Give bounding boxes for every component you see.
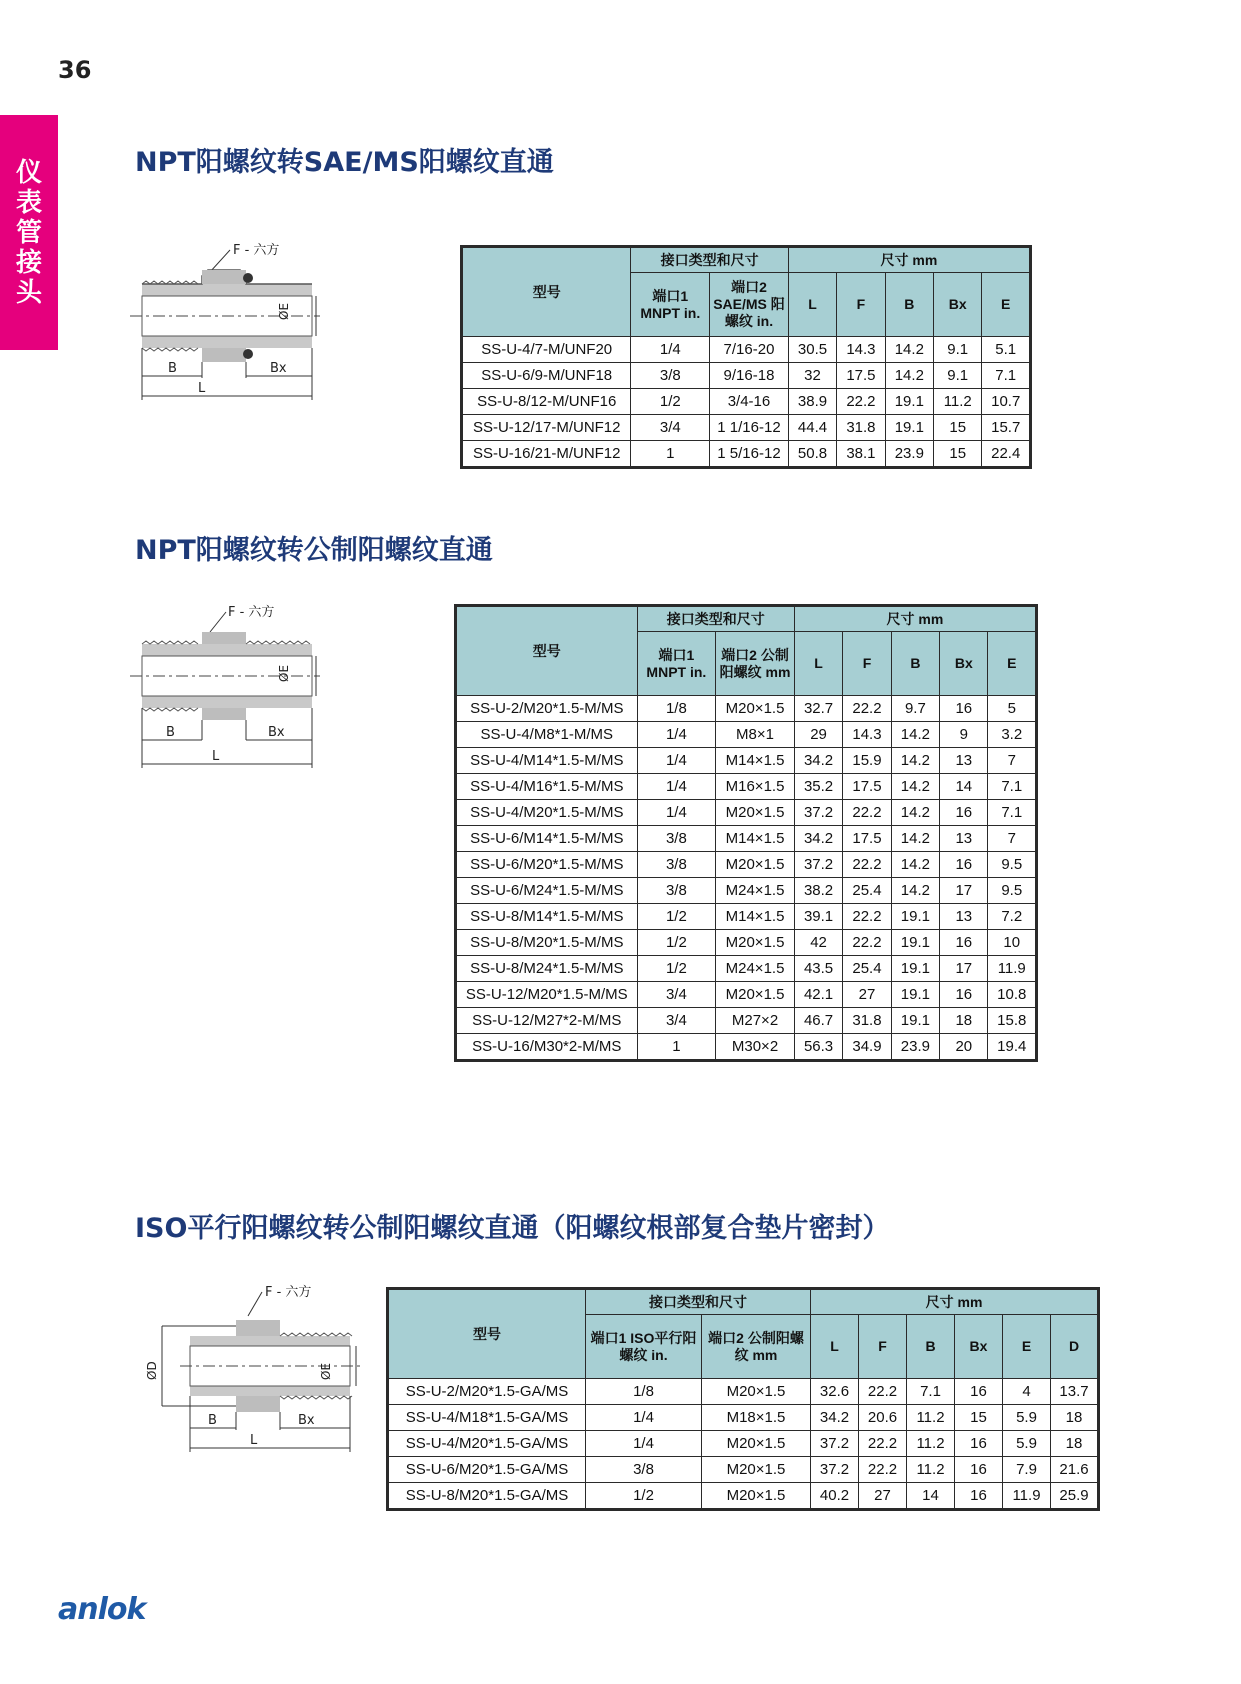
value-cell: 5 [988,696,1037,722]
header-dim: E [1003,1315,1051,1379]
fitting-drawing [140,1280,370,1460]
table-row [388,1405,1099,1431]
value-cell: 42.1 [794,982,842,1008]
value-cell: 22.2 [859,1379,907,1405]
header-dim: Bx [934,273,982,337]
value-cell: 9.1 [934,363,982,389]
value-cell: 14 [940,774,988,800]
value-cell: 27 [859,1483,907,1510]
value-cell: 39.1 [794,904,842,930]
header-dim: E [982,273,1031,337]
value-cell: 16 [955,1457,1003,1483]
value-cell: 1/4 [586,1431,702,1457]
l-label: L [250,1433,258,1448]
hex-label: F - 六方 [228,605,275,620]
value-cell: 3/8 [586,1457,702,1483]
table-row [456,878,1037,904]
value-cell: 3/8 [637,852,716,878]
header-model: 型号 [462,247,631,337]
value-cell: 16 [940,696,988,722]
value-cell: 1/8 [637,696,716,722]
bx-label: Bx [268,725,285,740]
value-cell: 1/4 [586,1405,702,1431]
table-row [388,1483,1099,1510]
value-cell: 20 [940,1034,988,1061]
brand-logo: anlok [58,1592,146,1627]
table-row [388,1457,1099,1483]
header-dim-group: 尺寸 mm [788,247,1030,273]
model-cell: SS-U-6/M20*1.5-GA/MS [388,1457,586,1483]
table-row [456,1034,1037,1061]
value-cell: 3/4 [637,1008,716,1034]
header-port1: 端口1 MNPT in. [631,273,710,337]
header-dim: F [843,632,891,696]
value-cell: 25.4 [843,956,891,982]
e-label: ØE [277,302,291,320]
value-cell: 9.5 [988,878,1037,904]
value-cell: 14.2 [885,337,933,363]
value-cell: 16 [940,852,988,878]
value-cell: 16 [955,1379,1003,1405]
model-cell: SS-U-4/M16*1.5-M/MS [456,774,638,800]
model-cell: SS-U-8/M20*1.5-GA/MS [388,1483,586,1510]
table-row [462,337,1031,363]
value-cell: 10.8 [988,982,1037,1008]
value-cell: M14×1.5 [716,748,795,774]
value-cell: 34.2 [811,1405,859,1431]
value-cell: 11.2 [934,389,982,415]
value-cell: 22.4 [982,441,1031,468]
header-dim-group: 尺寸 mm [811,1289,1099,1315]
value-cell: 37.2 [811,1457,859,1483]
value-cell: 1/4 [637,800,716,826]
model-cell: SS-U-4/M20*1.5-GA/MS [388,1431,586,1457]
value-cell: 38.1 [837,441,885,468]
header-dim: F [859,1315,907,1379]
value-cell: 3/8 [637,826,716,852]
model-cell: SS-U-4/M18*1.5-GA/MS [388,1405,586,1431]
value-cell: M18×1.5 [702,1405,811,1431]
value-cell: 19.1 [891,1008,939,1034]
model-cell: SS-U-16/M30*2-M/MS [456,1034,638,1061]
model-cell: SS-U-4/M20*1.5-M/MS [456,800,638,826]
header-dim: B [891,632,939,696]
value-cell: 16 [940,982,988,1008]
value-cell: 1/4 [637,774,716,800]
hex-label: F - 六方 [265,1285,312,1300]
header-dim: B [907,1315,955,1379]
value-cell: 22.2 [843,696,891,722]
table-row [456,956,1037,982]
value-cell: 14.3 [837,337,885,363]
value-cell: 13 [940,904,988,930]
value-cell: 15 [934,415,982,441]
value-cell: 44.4 [788,415,836,441]
value-cell: 9 [940,722,988,748]
side-tab-char: 仪 [15,157,42,188]
value-cell: 3/4 [631,415,710,441]
value-cell: 15 [955,1405,1003,1431]
fitting-drawing [130,238,330,418]
value-cell: 1/2 [637,904,716,930]
value-cell: M20×1.5 [702,1457,811,1483]
side-tab-char: 头 [15,277,42,308]
value-cell: 7.1 [988,774,1037,800]
model-cell: SS-U-6/M20*1.5-M/MS [456,852,638,878]
header-model: 型号 [456,606,638,696]
value-cell: 14.2 [891,774,939,800]
value-cell: M8×1 [716,722,795,748]
header-port2: 端口2 公制阳螺纹 mm [702,1315,811,1379]
value-cell: 1/2 [637,930,716,956]
value-cell: 11.2 [907,1431,955,1457]
value-cell: M16×1.5 [716,774,795,800]
model-cell: SS-U-2/M20*1.5-M/MS [456,696,638,722]
model-cell: SS-U-6/9-M/UNF18 [462,363,631,389]
value-cell: 11.2 [907,1457,955,1483]
value-cell: M20×1.5 [716,930,795,956]
value-cell: 3/4-16 [710,389,789,415]
table-row [456,774,1037,800]
table-row [462,415,1031,441]
value-cell: 11.2 [907,1405,955,1431]
value-cell: 19.1 [891,982,939,1008]
value-cell: 22.2 [859,1431,907,1457]
header-port-group: 接口类型和尺寸 [637,606,794,632]
header-port-group: 接口类型和尺寸 [631,247,788,273]
header-dim-group: 尺寸 mm [794,606,1036,632]
table-row [456,904,1037,930]
hex-label: F - 六方 [233,243,280,258]
value-cell: 14 [907,1483,955,1510]
value-cell: 10 [988,930,1037,956]
value-cell: 23.9 [885,441,933,468]
value-cell: 23.9 [891,1034,939,1061]
value-cell: 14.2 [891,748,939,774]
value-cell: 15 [934,441,982,468]
header-dim: D [1051,1315,1099,1379]
model-cell: SS-U-8/M14*1.5-M/MS [456,904,638,930]
value-cell: 14.3 [843,722,891,748]
value-cell: 22.2 [843,852,891,878]
value-cell: 32 [788,363,836,389]
value-cell: 42 [794,930,842,956]
value-cell: 17.5 [837,363,885,389]
value-cell: 1/8 [586,1379,702,1405]
side-tab-char: 管 [15,217,42,248]
value-cell: 22.2 [837,389,885,415]
header-dim: L [794,632,842,696]
value-cell: 15.7 [982,415,1031,441]
table-row [462,441,1031,468]
value-cell: 31.8 [837,415,885,441]
value-cell: M20×1.5 [716,800,795,826]
header-dim: Bx [940,632,988,696]
value-cell: 29 [794,722,842,748]
value-cell: M30×2 [716,1034,795,1061]
e-label: ØE [319,1362,333,1380]
value-cell: 14.2 [891,800,939,826]
model-cell: SS-U-4/M14*1.5-M/MS [456,748,638,774]
value-cell: 3/4 [637,982,716,1008]
value-cell: M20×1.5 [716,696,795,722]
value-cell: 7.1 [988,800,1037,826]
value-cell: 14.2 [891,826,939,852]
page-number: 36 [58,56,92,84]
table-row [388,1379,1099,1405]
value-cell: 1/4 [637,748,716,774]
value-cell: 38.2 [794,878,842,904]
value-cell: 7.9 [1003,1457,1051,1483]
fitting-drawing [130,600,330,780]
value-cell: 22.2 [859,1457,907,1483]
value-cell: 1 5/16-12 [710,441,789,468]
value-cell: 1/2 [586,1483,702,1510]
table-row [456,800,1037,826]
side-tab-char: 接 [15,247,42,278]
value-cell: 7.2 [988,904,1037,930]
value-cell: 19.1 [891,956,939,982]
header-dim: F [837,273,885,337]
header-dim: Bx [955,1315,1003,1379]
value-cell: 25.4 [843,878,891,904]
value-cell: M20×1.5 [702,1379,811,1405]
model-cell: SS-U-16/21-M/UNF12 [462,441,631,468]
value-cell: M20×1.5 [702,1431,811,1457]
value-cell: 9.1 [934,337,982,363]
value-cell: 32.7 [794,696,842,722]
value-cell: 19.1 [885,389,933,415]
value-cell: M20×1.5 [702,1483,811,1510]
d-label: ØD [145,1361,159,1380]
value-cell: 19.1 [891,930,939,956]
value-cell: 30.5 [788,337,836,363]
value-cell: 1/2 [631,389,710,415]
value-cell: M20×1.5 [716,982,795,1008]
header-port-group: 接口类型和尺寸 [586,1289,811,1315]
spec-table [386,1287,1100,1511]
value-cell: 3.2 [988,722,1037,748]
model-cell: SS-U-12/M20*1.5-M/MS [456,982,638,1008]
value-cell: 34.9 [843,1034,891,1061]
table-row [456,826,1037,852]
value-cell: 34.2 [794,748,842,774]
value-cell: 22.2 [843,904,891,930]
table-row [462,389,1031,415]
value-cell: 14.2 [891,852,939,878]
l-label: L [198,381,206,396]
value-cell: 3/8 [631,363,710,389]
value-cell: 16 [940,800,988,826]
model-cell: SS-U-12/M27*2-M/MS [456,1008,638,1034]
value-cell: 19.1 [891,904,939,930]
b-label: B [166,725,175,740]
value-cell: 18 [940,1008,988,1034]
table-body [462,337,1031,468]
value-cell: M24×1.5 [716,878,795,904]
model-cell: SS-U-6/M14*1.5-M/MS [456,826,638,852]
value-cell: 38.9 [788,389,836,415]
bx-label: Bx [270,361,287,376]
value-cell: 56.3 [794,1034,842,1061]
value-cell: 7.1 [982,363,1031,389]
value-cell: 31.8 [843,1008,891,1034]
header-port2: 端口2 SAE/MS 阳螺纹 in. [710,273,789,337]
value-cell: 37.2 [794,852,842,878]
value-cell: 7 [988,748,1037,774]
value-cell: 46.7 [794,1008,842,1034]
value-cell: M20×1.5 [716,852,795,878]
header-dim: L [811,1315,859,1379]
value-cell: 19.4 [988,1034,1037,1061]
value-cell: 5.1 [982,337,1031,363]
value-cell: 13.7 [1051,1379,1099,1405]
value-cell: 40.2 [811,1483,859,1510]
value-cell: 32.6 [811,1379,859,1405]
header-port1: 端口1 ISO平行阳螺纹 in. [586,1315,702,1379]
value-cell: 3/8 [637,878,716,904]
value-cell: M14×1.5 [716,904,795,930]
value-cell: 13 [940,826,988,852]
value-cell: M27×2 [716,1008,795,1034]
table-row [462,363,1031,389]
table-row [456,748,1037,774]
value-cell: 1 1/16-12 [710,415,789,441]
value-cell: 14.2 [891,878,939,904]
value-cell: 7 [988,826,1037,852]
value-cell: 14.2 [891,722,939,748]
model-cell: SS-U-2/M20*1.5-GA/MS [388,1379,586,1405]
bx-label: Bx [298,1413,315,1428]
value-cell: 16 [955,1483,1003,1510]
value-cell: 10.7 [982,389,1031,415]
header-dim: B [885,273,933,337]
value-cell: 21.6 [1051,1457,1099,1483]
value-cell: 25.9 [1051,1483,1099,1510]
value-cell: 14.2 [885,363,933,389]
value-cell: 1 [637,1034,716,1061]
table-body [388,1379,1099,1510]
value-cell: 17.5 [843,826,891,852]
header-port1: 端口1 MNPT in. [637,632,716,696]
table-row [456,852,1037,878]
b-label: B [208,1413,217,1428]
value-cell: 16 [955,1431,1003,1457]
model-cell: SS-U-12/17-M/UNF12 [462,415,631,441]
table-row [388,1431,1099,1457]
value-cell: 1 [631,441,710,468]
value-cell: 22.2 [843,800,891,826]
category-side-tab [0,115,58,350]
value-cell: 15.8 [988,1008,1037,1034]
side-tab-char: 表 [15,187,42,218]
header-dim: E [988,632,1037,696]
value-cell: 7.1 [907,1379,955,1405]
value-cell: 34.2 [794,826,842,852]
value-cell: 9/16-18 [710,363,789,389]
value-cell: 19.1 [885,415,933,441]
value-cell: 17 [940,956,988,982]
e-label: ØE [277,664,291,682]
model-cell: SS-U-8/12-M/UNF16 [462,389,631,415]
model-cell: SS-U-4/M8*1-M/MS [456,722,638,748]
value-cell: 15.9 [843,748,891,774]
value-cell: 5.9 [1003,1431,1051,1457]
value-cell: 37.2 [794,800,842,826]
value-cell: 9.7 [891,696,939,722]
header-port2: 端口2 公制阳螺纹 mm [716,632,795,696]
header-dim: L [788,273,836,337]
value-cell: 7/16-20 [710,337,789,363]
value-cell: 17.5 [843,774,891,800]
model-cell: SS-U-6/M24*1.5-M/MS [456,878,638,904]
table-row [456,696,1037,722]
value-cell: 43.5 [794,956,842,982]
value-cell: M14×1.5 [716,826,795,852]
value-cell: 4 [1003,1379,1051,1405]
value-cell: 50.8 [788,441,836,468]
value-cell: 11.9 [1003,1483,1051,1510]
spec-table [460,245,1032,469]
table-row [456,1008,1037,1034]
table-row [456,930,1037,956]
value-cell: 17 [940,878,988,904]
l-label: L [212,749,220,764]
value-cell: 9.5 [988,852,1037,878]
table-row [456,982,1037,1008]
section-title: NPT阳螺纹转SAE/MS阳螺纹直通 [135,147,554,178]
model-cell: SS-U-8/M20*1.5-M/MS [456,930,638,956]
value-cell: 16 [940,930,988,956]
spec-table [454,604,1038,1062]
value-cell: 18 [1051,1431,1099,1457]
value-cell: 22.2 [843,930,891,956]
header-model: 型号 [388,1289,586,1379]
value-cell: 35.2 [794,774,842,800]
model-cell: SS-U-4/7-M/UNF20 [462,337,631,363]
value-cell: 1/4 [637,722,716,748]
value-cell: 20.6 [859,1405,907,1431]
model-cell: SS-U-8/M24*1.5-M/MS [456,956,638,982]
table-row [456,722,1037,748]
table-body [456,696,1037,1061]
value-cell: 1/4 [631,337,710,363]
value-cell: 37.2 [811,1431,859,1457]
section-title: ISO平行阳螺纹转公制阳螺纹直通（阳螺纹根部复合垫片密封） [135,1213,890,1244]
value-cell: 27 [843,982,891,1008]
b-label: B [168,361,177,376]
section-title: NPT阳螺纹转公制阳螺纹直通 [135,535,493,566]
value-cell: 13 [940,748,988,774]
value-cell: 11.9 [988,956,1037,982]
value-cell: 18 [1051,1405,1099,1431]
value-cell: 1/2 [637,956,716,982]
value-cell: 5.9 [1003,1405,1051,1431]
value-cell: M24×1.5 [716,956,795,982]
